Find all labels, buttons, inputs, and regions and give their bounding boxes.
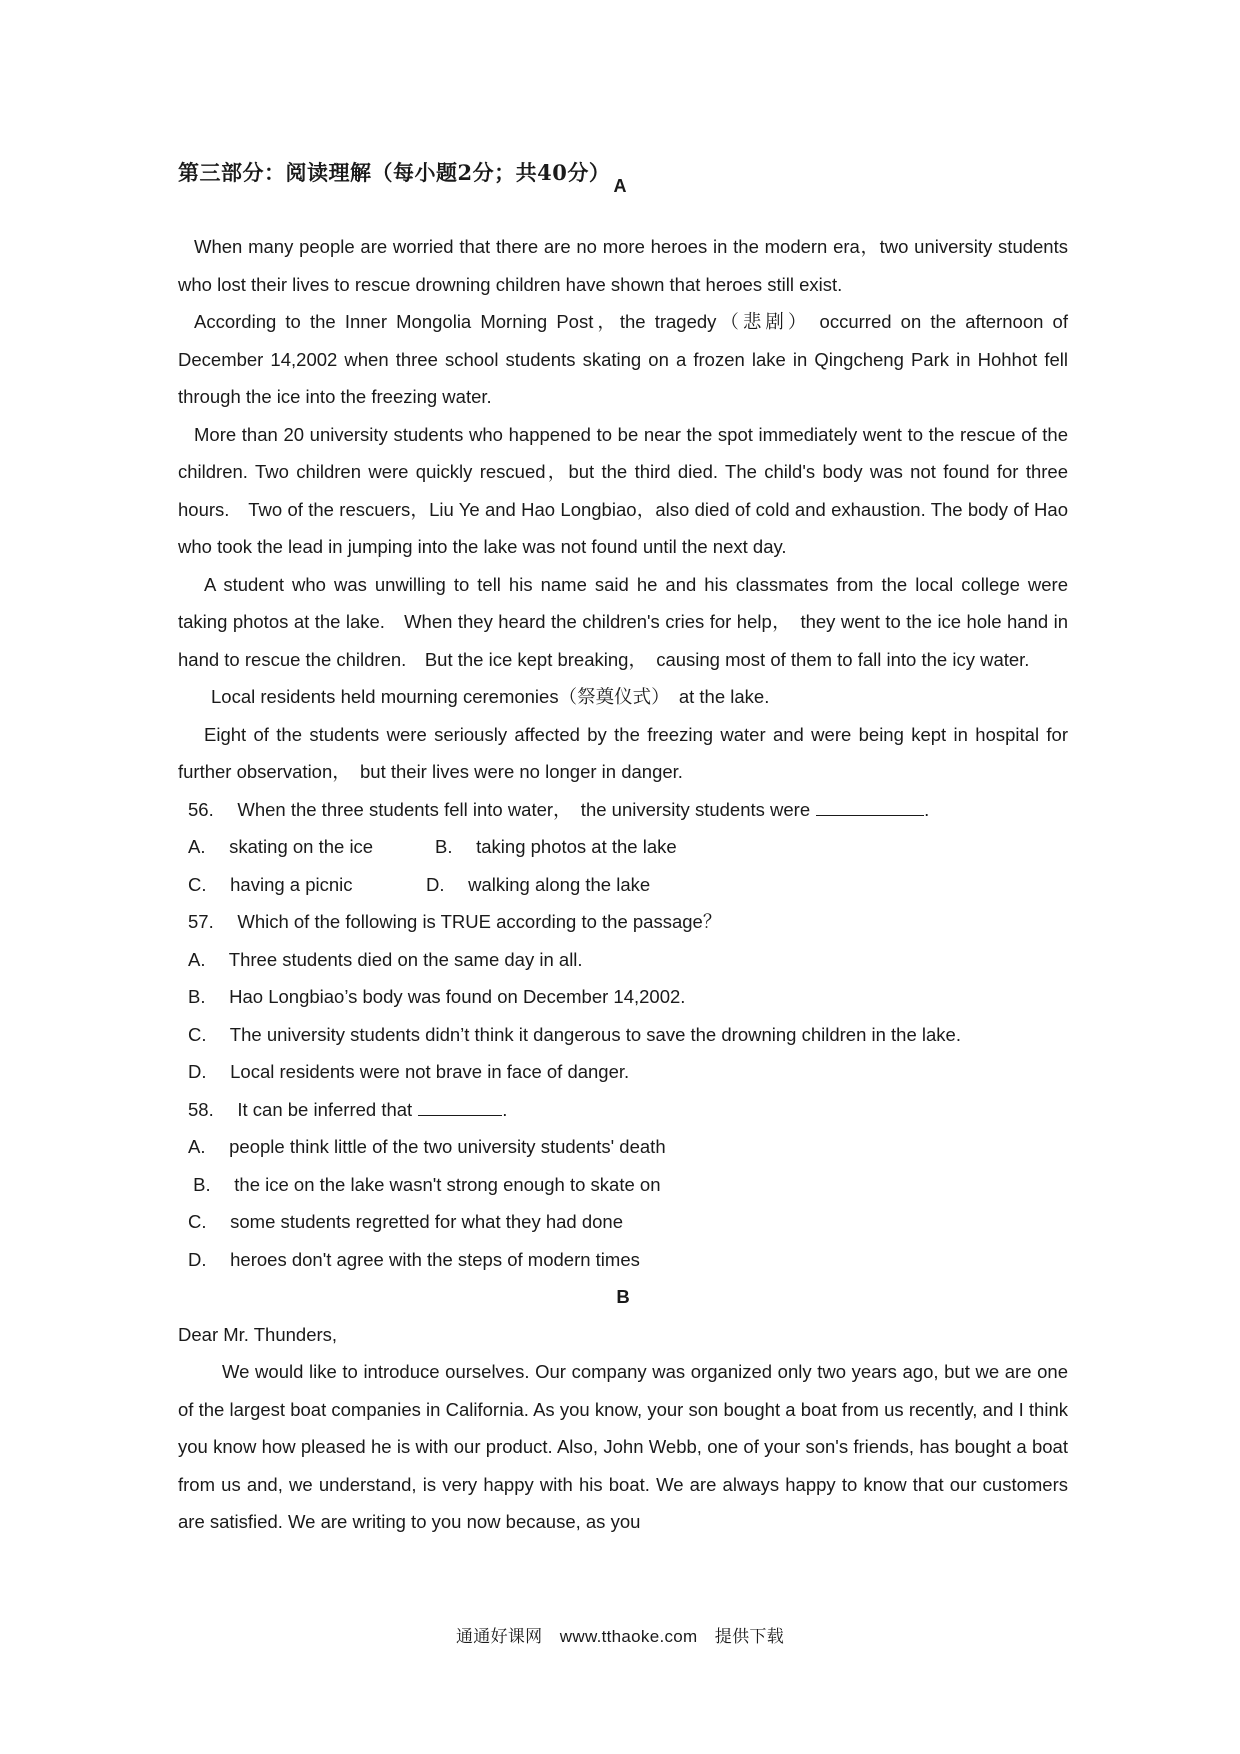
question-stem: 56. When the three students fell into water， the university students were [188,798,811,820]
page-footer: 通通好课网 www.tthaoke.com 提供下载 [455,1627,785,1646]
option-b[interactable]: B. taking photos at the lake [435,836,677,857]
option-a[interactable]: A. people think little of the two university students' death [188,1136,666,1157]
option-row [178,828,1068,866]
passage-paragraph: According to the Inner Mongolia Morning Post，the tragedy（悲剧） occurred on the afternoon of December 14,2002 when three school students skating on a frozen lake in Qingcheng Park in Hohhot fell through the ice into the freezing water. [178,311,1068,407]
option-d[interactable]: D. heroes don't agree with the steps of modern times [188,1248,640,1270]
option-b[interactable]: B. Hao Longbiao’s body was found on December 14,2002. [188,986,686,1007]
section-b-label: B [616,1286,630,1307]
question-stem: 58. It can be inferred that [188,1098,413,1120]
option-c[interactable]: C. some students regretted for what they had done [188,1211,623,1232]
passage-paragraph: Eight of the students were seriously affected by the freezing water and were being kept in hospital for further observation， but their lives were no longer in danger. [178,723,1068,782]
passage-paragraph: Local residents held mourning ceremonies（祭奠仪式） at the lake. [211,686,770,707]
question-trail: . [924,798,930,820]
question-57: 57. Which of the following is TRUE according to the passage？ [188,911,722,932]
option-d[interactable]: D. Local residents were not brave in face of danger. [188,1061,630,1082]
passage-paragraph: A student who was unwilling to tell his name said he and his classmates from the local college were taking photos at the lake. When they heard the children's cries for help， they went to the ice hole hand in hand to rescue the children. But the ice kept breaking， causing most of them to fall into the icy water. [178,573,1068,670]
answer-blank[interactable] [816,795,924,816]
question-trail: . [502,1098,508,1120]
option-row [178,866,1068,904]
passage-paragraph: More than 20 university students who happened to be near the spot immediately went to the rescue of the children. Two children were quickly rescued，but the third died. The child's body was not found for three hours. Two of the rescuers，Liu Ye and Hao Longbiao，also died of cold and exhaustion. The body of Hao who took the lead in jumping into the lake was not found until the next day. [178,423,1068,557]
question-56 [178,791,1068,829]
section-heading: 第三部分：阅读理解（每小题2分；共40分） [178,160,611,185]
option-a[interactable]: A. skating on the ice [188,836,374,857]
letter-body: We would like to introduce ourselves. Our company was organized only two years ago, but we are one of the largest boat companies in California. As you know, your son bought a boat from us recently, and I think you know how pleased he is with our product. Also, John Webb, one of your son's friends, has bought a boat from us and, we understand, is very happy with his boat. We are always happy to know that our customers are satisfied. We are writing to you now because, as you [178,1361,1068,1532]
option-b[interactable]: B. the ice on the lake wasn't strong enough to skate on [188,1173,661,1195]
option-d[interactable]: D. walking along the lake [426,873,651,895]
option-a[interactable]: A. Three students died on the same day in all. [188,948,583,970]
question-58 [178,1091,1068,1129]
passage-paragraph: When many people are worried that there are no more heroes in the modern era，two university students who lost their lives to rescue drowning children have shown that heroes still exist. [178,236,1068,295]
section-a-label: A [613,176,627,196]
passage-content [178,228,1068,1541]
answer-blank[interactable] [418,1095,502,1116]
letter-salutation: Dear Mr. Thunders, [178,1323,338,1345]
option-c[interactable]: C. having a picnic [188,873,353,895]
option-c[interactable]: C. The university students didn’t think it dangerous to save the drowning children in the lake. [188,1023,961,1045]
